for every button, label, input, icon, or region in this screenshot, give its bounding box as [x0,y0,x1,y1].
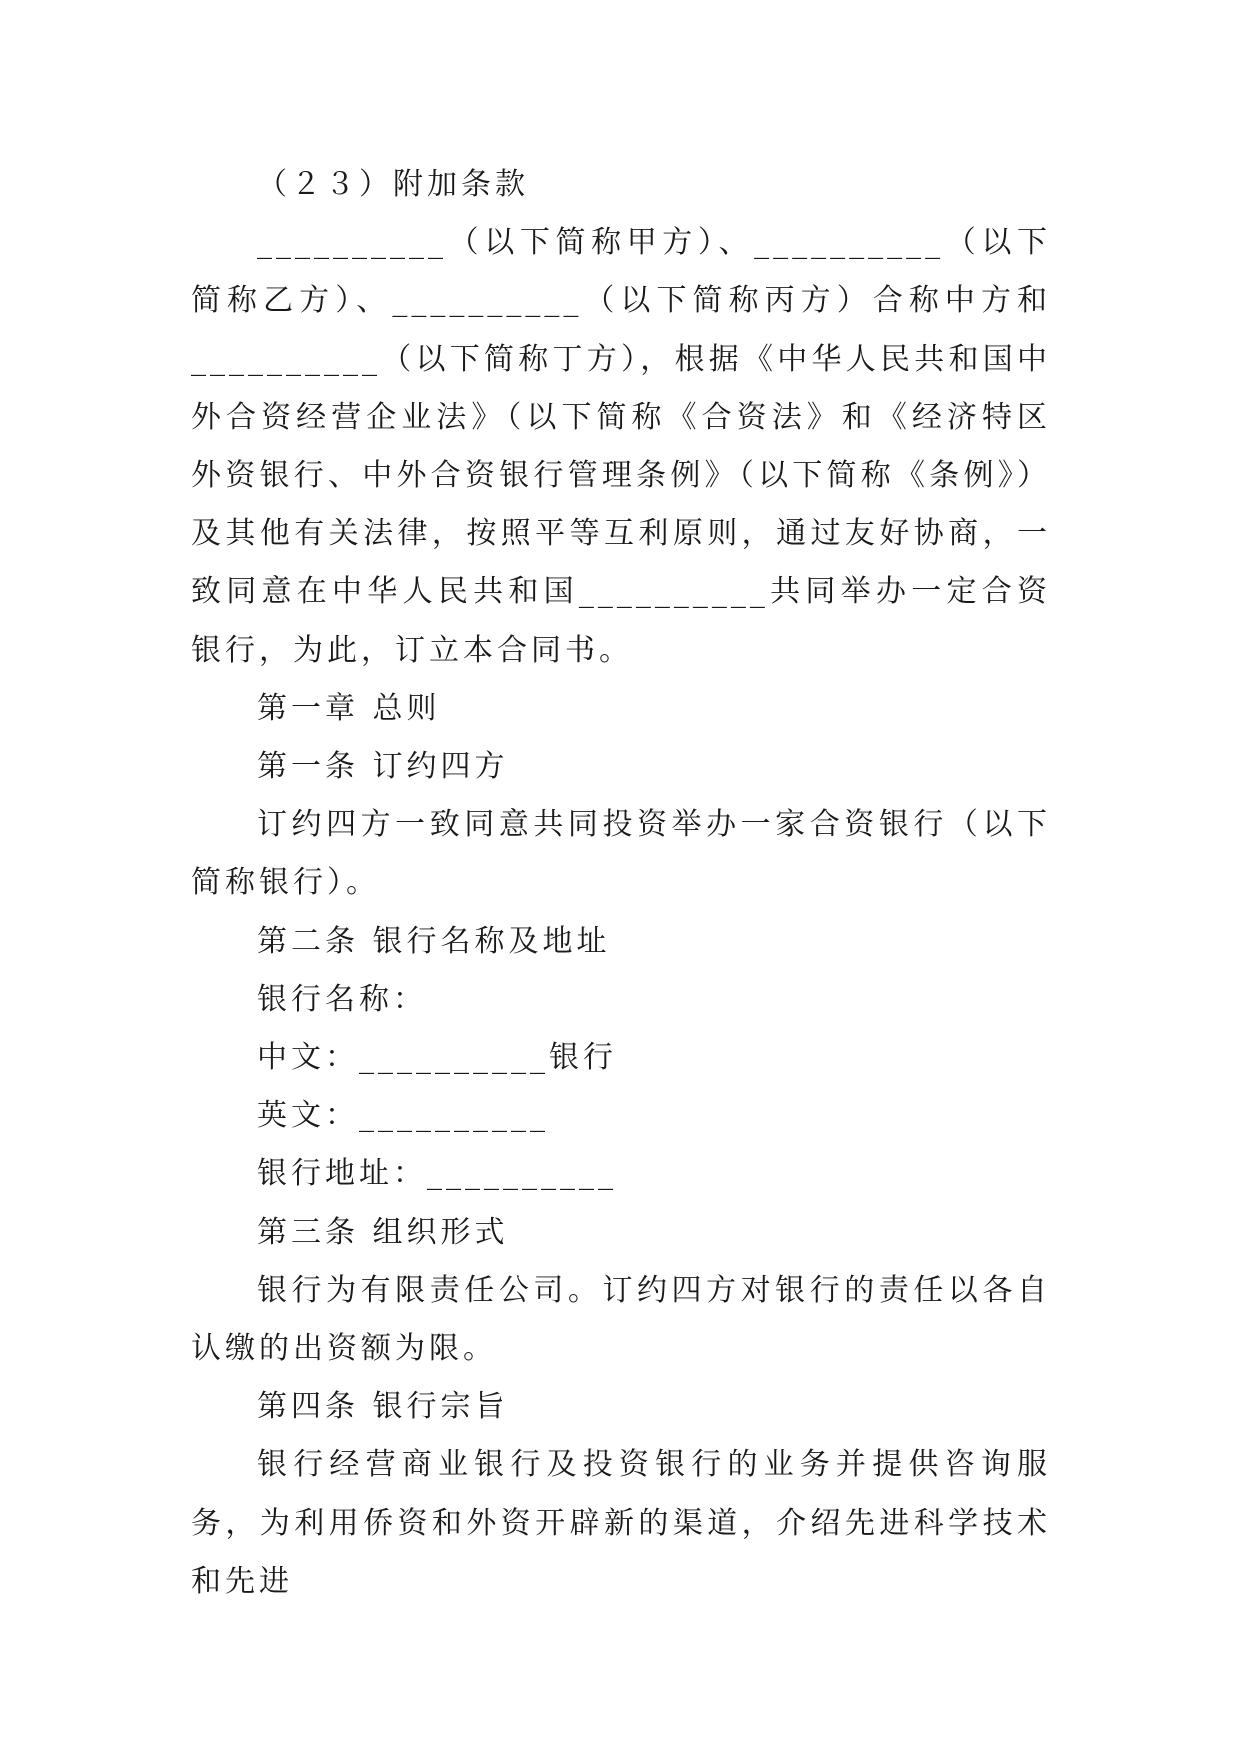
article-3-body: 银行为有限责任公司。订约四方对银行的责任以各自认缴的出资额为限。 [191,1272,1051,1367]
article-1-body: 订约四方一致同意共同投资举办一家合资银行（以下简称银行）。 [191,807,1051,901]
bank-name-chinese: 中文：__________银行 [257,1040,617,1076]
article-4-body: 银行经营商业银行及投资银行的业务并提供咨询服务，为利用侨资和外资开辟新的渠道，介绍先进科学技术和先进 [191,1447,1051,1599]
article-heading-4: 第四条 银行宗旨 [257,1389,509,1425]
chapter-heading: 第一章 总则 [257,690,441,726]
bank-address: 银行地址：__________ [257,1156,617,1192]
article-heading-3: 第三条 组织形式 [257,1214,509,1250]
article-heading-1: 第一条 订约四方 [257,749,509,785]
document-body [191,156,1051,1611]
bank-name-english: 英文：__________ [257,1098,549,1134]
bank-name-label: 银行名称： [257,981,427,1017]
contract-preamble-paragraph: __________（以下简称甲方）、__________（以下简称乙方）、__________（以下简称丙方）合称中方和__________（以下简称丁方），根据《中华人民共和国中外合资经营企业法》（以下简称《合资法》和《经济特区外资银行、中外合资银行管理条例》（以下简称《条例》）及其他有关法律，按照平等互利原则，通过友好协商，一致同意在中华人民共和国__________共同举办一定合资银行，为此，订立本合同书。 [191,225,1051,668]
article-heading-2: 第二条 银行名称及地址 [257,923,611,959]
clause-heading-additional-terms: （２３）附加条款 [257,167,529,202]
